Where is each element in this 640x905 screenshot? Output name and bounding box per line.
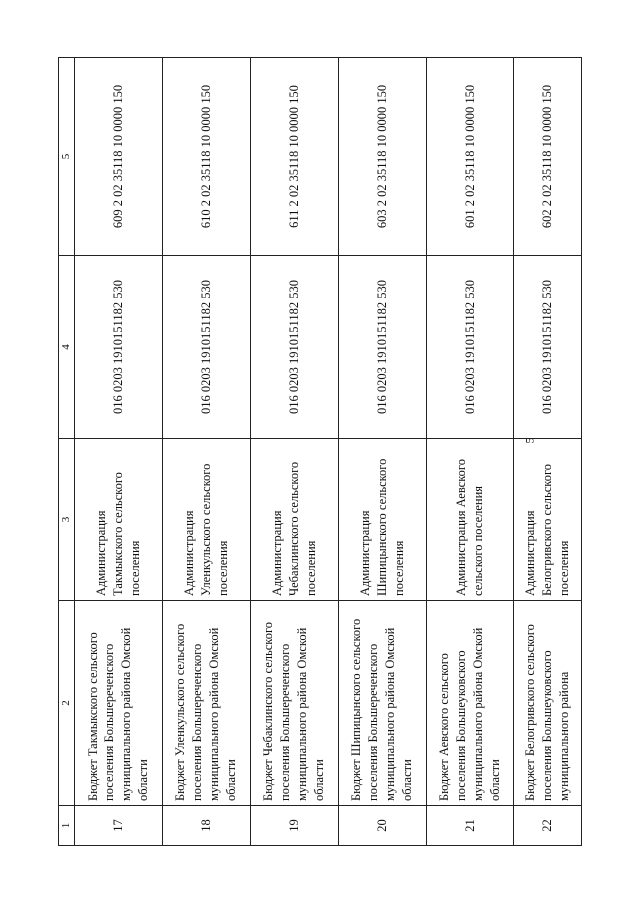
- table-row: [74, 58, 162, 846]
- column-header-5: 5: [59, 58, 75, 256]
- column-header-1: 1: [59, 806, 75, 846]
- budget-name: Бюджет Такмыкского сельского поселения Большереченского муниципального района Омской области: [74, 601, 162, 806]
- row-number: 17: [74, 806, 162, 846]
- table-row: [250, 58, 338, 846]
- budget-name: Бюджет Уленкульского сельского поселения Большереченского муниципального района Омской области: [162, 601, 250, 806]
- administrator-name: Администрация Белогривского сельского поселения: [514, 439, 582, 601]
- revenue-code: 609 2 02 35118 10 0000 150: [74, 58, 162, 256]
- revenue-code: 610 2 02 35118 10 0000 150: [162, 58, 250, 256]
- budget-name: Бюджет Аевского сельского поселения Большеуковского муниципального района Омской области: [426, 601, 514, 806]
- column-header-3: 3: [59, 439, 75, 601]
- budget-name: Бюджет Чебаклинского сельского поселения Большереченского муниципального района Омской области: [250, 601, 338, 806]
- row-number: 19: [250, 806, 338, 846]
- row-number: 21: [426, 806, 514, 846]
- expense-code: 016 0203 1910151182 530: [74, 256, 162, 439]
- administrator-name: Администрация Чебаклинского сельского поселения: [250, 439, 338, 601]
- revenue-code: 603 2 02 35118 10 0000 150: [338, 58, 426, 256]
- revenue-code: 611 2 02 35118 10 0000 150: [250, 58, 338, 256]
- page-number: 5: [522, 437, 537, 444]
- column-header-4: 4: [59, 256, 75, 439]
- expense-code: 016 0203 1910151182 530: [426, 256, 514, 439]
- budget-name: Бюджет Шипицынского сельского поселения Большереченского муниципального района Омской области: [338, 601, 426, 806]
- expense-code: 016 0203 1910151182 530: [162, 256, 250, 439]
- table-row: [426, 58, 514, 846]
- revenue-code: 602 2 02 35118 10 0000 150: [514, 58, 582, 256]
- table-row: [514, 58, 582, 846]
- administrator-name: Администрация Уленкульского сельского поселения: [162, 439, 250, 601]
- row-number: 18: [162, 806, 250, 846]
- budget-name: Бюджет Белогривского сельского поселения Большеуковского муниципального района: [514, 601, 582, 806]
- revenue-code: 601 2 02 35118 10 0000 150: [426, 58, 514, 256]
- column-header-2: 2: [59, 601, 75, 806]
- row-number: 20: [338, 806, 426, 846]
- administrator-name: Администрация Такмыкского сельского поселения: [74, 439, 162, 601]
- table-header-row: [59, 58, 75, 846]
- expense-code: 016 0203 1910151182 530: [338, 256, 426, 439]
- table-row: [338, 58, 426, 846]
- administrator-name: Администрация Шипицынского сельского поселения: [338, 439, 426, 601]
- budget-table: [58, 57, 582, 846]
- row-number: 22: [514, 806, 582, 846]
- expense-code: 016 0203 1910151182 530: [514, 256, 582, 439]
- rotated-page-content: [58, 58, 582, 846]
- table-row: [162, 58, 250, 846]
- administrator-name: Администрация Аевского сельского поселения: [426, 439, 514, 601]
- expense-code: 016 0203 1910151182 530: [250, 256, 338, 439]
